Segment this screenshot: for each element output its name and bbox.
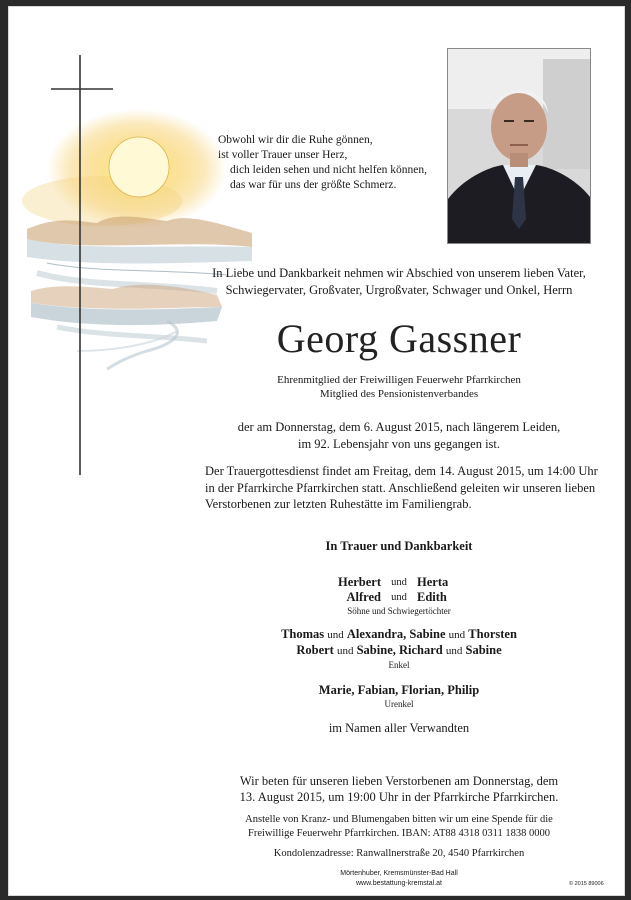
undertaker-website: www.bestattung-kremstal.at [356, 880, 442, 887]
children-pair [189, 590, 609, 605]
portrait-photo [447, 48, 591, 244]
copyright-note: © 2015 89006 [569, 881, 604, 887]
prayer-notice [189, 773, 609, 805]
great-grandchildren-block [189, 683, 609, 710]
honor-line: Ehrenmitglied der Freiwilligen Feuerwehr Pfarrkirchen [277, 374, 521, 386]
poem-line: dich leiden sehen und nicht helfen können, [230, 164, 428, 176]
death-line: im 92. Lebensjahr von uns gegangen ist. [297, 437, 501, 451]
prayer-line: 13. August 2015, um 19:00 Uhr in der Pfarrkirche Pfarrkirchen. [239, 790, 559, 804]
portrait-image [448, 49, 590, 243]
service-line: Verstorbenen zur letzten Ruhestätte im Familiengrab. [205, 497, 472, 511]
children-pair [189, 575, 609, 590]
children-block [189, 575, 609, 617]
poem-line: ist voller Trauer unser Herz, [218, 149, 348, 161]
deceased-name: Georg Gassner [276, 316, 522, 361]
grandchild-name: Sabine [465, 643, 502, 657]
condolence-address: Kondolenzadresse: Ranwallnerstraße 20, 4540 Pfarrkirchen [273, 848, 525, 859]
grandchild-name: Sabine, Richard [356, 643, 443, 657]
grandchildren-block [189, 627, 609, 671]
grandchildren-line [189, 643, 609, 659]
child-name: Herta [417, 575, 449, 589]
death-notice [189, 419, 609, 453]
relation-label: Enkel [388, 660, 410, 670]
service-line: in der Pfarrkirche Pfarrkirchen statt. Anschließend geleiten wir unseren lieben [205, 480, 596, 495]
relation-label: Urenkel [384, 699, 414, 709]
conjunction: und [448, 629, 466, 641]
poem [214, 133, 444, 193]
honor-line: Mitglied des Pensionistenverbandes [319, 388, 479, 400]
donation-line: Freiwillige Feuerwehr Pfarrkirchen. IBAN: AT88 4318 0311 1838 0000 [247, 828, 551, 839]
grandchild-name: Alexandra, Sabine [346, 627, 446, 641]
poem-line: Obwohl wir dir die Ruhe gönnen, [218, 134, 373, 146]
service-line: Der Trauergottesdienst findet am Freitag, dem 14. August 2015, um 14:00 Uhr [205, 464, 598, 478]
conjunction: und [336, 645, 354, 657]
relation-label: Söhne und Schwiegertöchter [347, 606, 451, 616]
mountain-ridge-1 [27, 217, 252, 247]
funeral-service [205, 463, 605, 513]
intro-line: Schwiegervater, Großvater, Urgroßvater, Schwager und Onkel, Herrn [225, 283, 573, 297]
relatives-line: im Namen aller Verwandten [328, 721, 470, 735]
grandchildren-line [189, 627, 609, 643]
obituary-sheet [8, 6, 625, 896]
mourning-heading: In Trauer und Dankbarkeit [325, 539, 473, 553]
intro-line: In Liebe und Dankbarkeit nehmen wir Abschied von unserem lieben Vater, [212, 266, 586, 280]
child-name: Alfred [346, 590, 381, 604]
conjunction: und [445, 645, 463, 657]
donation-notice [189, 813, 609, 841]
sun-icon [109, 137, 169, 197]
great-grandchildren-names: Marie, Fabian, Florian, Philip [318, 683, 480, 697]
prayer-line: Wir beten für unseren lieben Verstorbenen am Donnerstag, dem [239, 774, 559, 788]
intro-text [189, 265, 609, 299]
death-line: der am Donnerstag, dem 6. August 2015, nach längerem Leiden, [237, 420, 561, 434]
grandchild-name: Thorsten [468, 627, 517, 641]
undertaker-info [189, 869, 609, 889]
honors [189, 373, 609, 401]
conjunction: und [391, 577, 407, 588]
conjunction: und [327, 629, 344, 641]
undertaker-name: Mörtenhuber, Kremsmünster-Bad Hall [340, 870, 458, 877]
child-name: Herbert [337, 575, 381, 589]
donation-line: Anstelle von Kranz- und Blumengaben bitten wir um eine Spende für die [245, 814, 553, 825]
child-name: Edith [417, 590, 447, 604]
poem-line: das war für uns der größte Schmerz. [230, 179, 397, 191]
grandchild-name: Robert [296, 643, 334, 657]
grandchild-name: Thomas [281, 627, 325, 641]
conjunction: und [391, 592, 407, 603]
